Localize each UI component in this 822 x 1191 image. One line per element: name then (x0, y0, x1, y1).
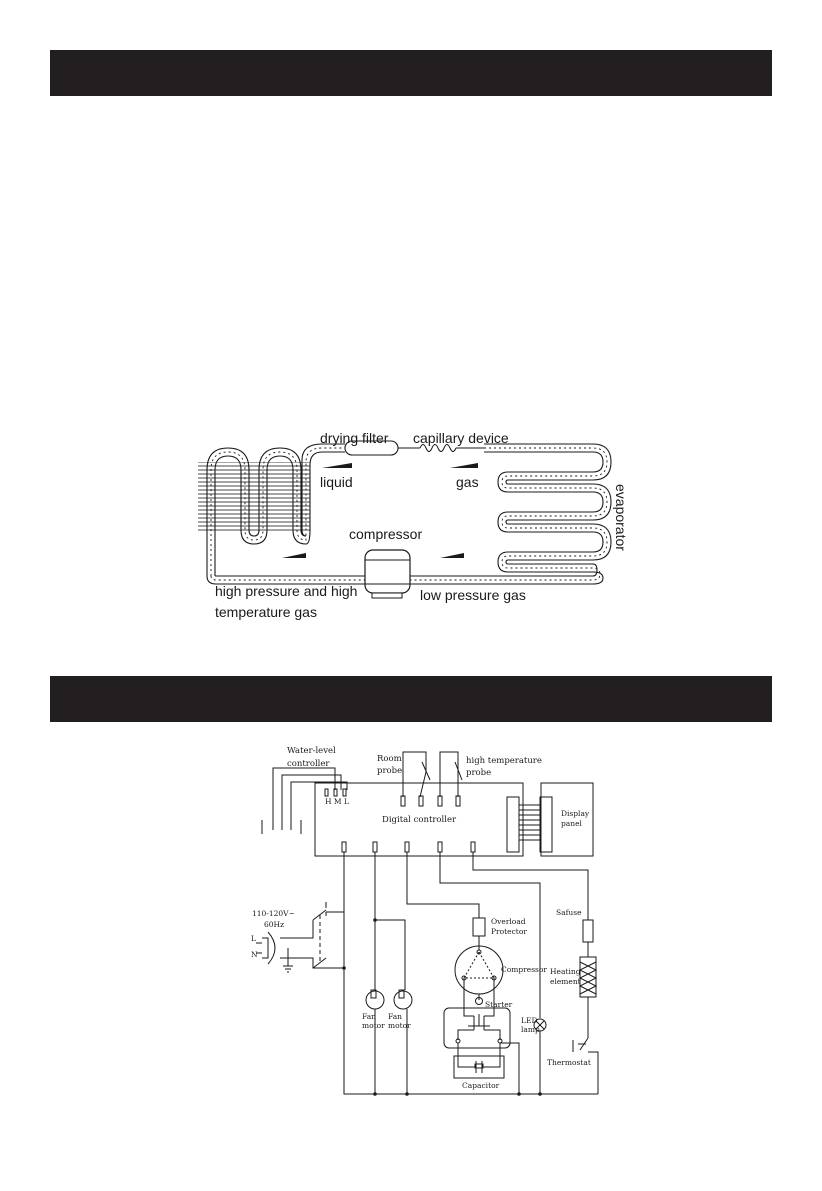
ribbon-connector-left (507, 797, 519, 852)
room-probe-label-1: Room (377, 754, 402, 764)
room-probe-wire (403, 752, 426, 797)
heating-label-1: Heating (550, 967, 581, 976)
flow-arrow-low (440, 553, 464, 558)
liquid-label: liquid (320, 474, 353, 490)
hml-label: H M L (325, 797, 349, 806)
starter-box (444, 1008, 510, 1048)
digital-controller-label: Digital controller (382, 815, 457, 825)
evaporator-coil (410, 444, 611, 584)
high-pressure-label-1: high pressure and high (215, 583, 358, 599)
ribbon-cable (519, 805, 540, 840)
compressor-wire (407, 852, 479, 918)
room-probe-label-2: probe (377, 766, 403, 776)
evaporator-label: evaporator (613, 484, 629, 551)
voltage-label-2: 60Hz (264, 920, 285, 929)
refrigeration-diagram (198, 430, 629, 620)
fan1-label-2: motor (362, 1021, 385, 1030)
compressor-wiring-label: Compressor (501, 965, 547, 974)
flow-arrow-liquid (322, 463, 352, 468)
high-temp-probe-label-2: probe (466, 768, 492, 778)
power-switch (313, 902, 344, 968)
fan2-label-2: motor (388, 1021, 411, 1030)
n-label: N (251, 950, 258, 959)
fan2-label-1: Fan (388, 1012, 402, 1021)
return-line-flow (211, 576, 365, 580)
heating-element (580, 957, 596, 997)
fan2-wire (375, 920, 405, 990)
high-pressure-label-2: temperature gas (215, 604, 317, 620)
high-temp-probe-label-1: high temperature (466, 756, 542, 766)
display-label-1: Display (561, 809, 590, 818)
heating-label-2: element (550, 977, 581, 986)
led-label-1: LED (521, 1016, 538, 1025)
led-label-2: lamp (521, 1025, 540, 1034)
safuse (583, 920, 593, 942)
flow-arrow-gas (450, 463, 478, 468)
water-level-label-1: Water-level (287, 746, 336, 756)
ribbon-connector-right (540, 797, 552, 852)
fan-motor-2 (394, 990, 412, 1094)
flow-arrow-high (282, 553, 306, 558)
capillary-device-label: capillary device (413, 430, 509, 446)
fan-motor-1 (366, 990, 384, 1094)
drying-filter-label: drying filter (320, 430, 389, 446)
high-temp-probe-wire (440, 752, 458, 797)
overload-label-1: Overload (491, 917, 526, 926)
compressor-unit (365, 550, 410, 598)
water-level-label-2: controller (287, 759, 330, 769)
fan1-label-1: Fan (362, 1012, 376, 1021)
overload-protector (473, 918, 485, 936)
compressor-motor (455, 946, 503, 1005)
gas-label: gas (456, 474, 479, 490)
l-label: L (251, 934, 256, 943)
thermostat-label: Thermostat (547, 1058, 591, 1067)
low-pressure-label: low pressure gas (420, 587, 526, 603)
wiring-diagram (251, 746, 598, 1096)
starter-label: Starter (485, 1000, 513, 1009)
compressor-label: compressor (349, 526, 423, 542)
display-label-2: panel (561, 819, 582, 828)
overload-label-2: Protector (491, 927, 527, 936)
safuse-label: Safuse (556, 908, 582, 917)
voltage-label-1: 110-120V~ (252, 909, 295, 918)
capacitor-label: Capacitor (462, 1081, 500, 1090)
